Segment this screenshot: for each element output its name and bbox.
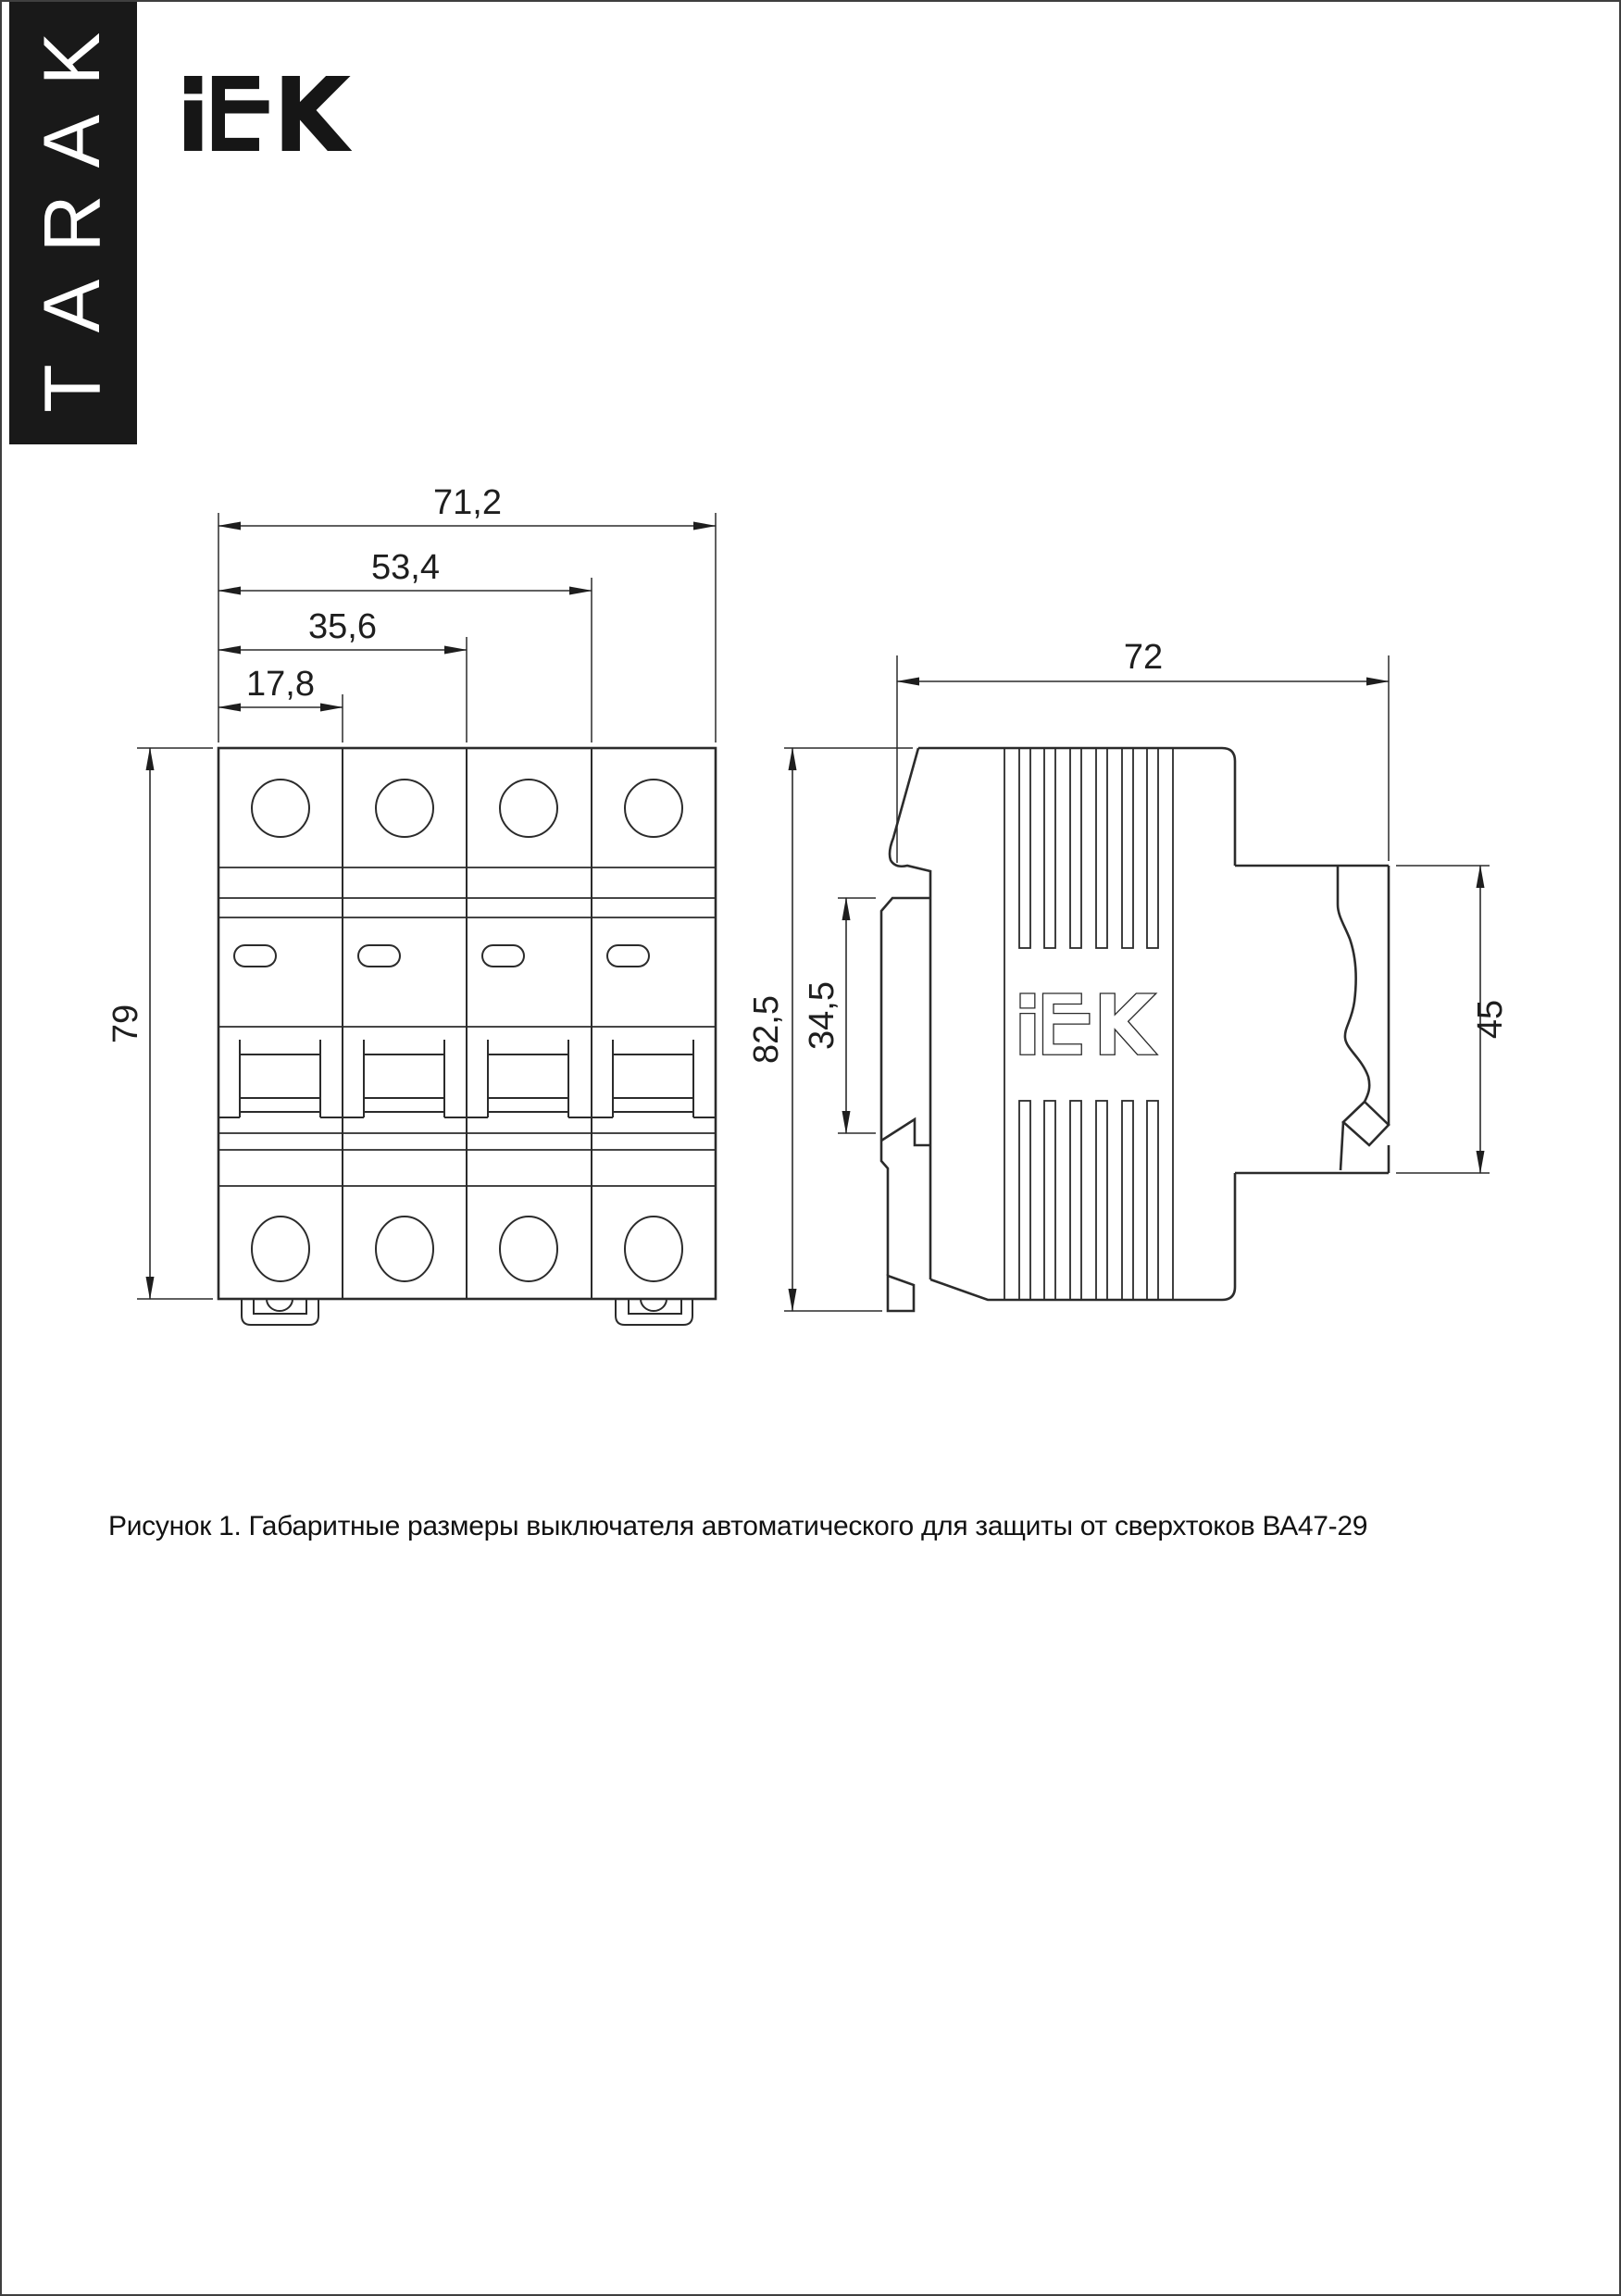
marking-window-slot (482, 945, 524, 967)
vent-slat (1019, 748, 1030, 948)
marking-window-slot (234, 945, 276, 967)
iek-logo-e (1042, 993, 1089, 1054)
side-view (784, 655, 1490, 1311)
vent-slat (1147, 748, 1158, 948)
toggle-tip (1343, 1102, 1389, 1145)
vent-slats-top (1019, 748, 1158, 948)
karat-letter: A (28, 279, 118, 332)
iek-logo-i-dot (1020, 993, 1035, 1008)
figure-caption: Рисунок 1. Габаритные размеры выключателя автоматического для защиты от сверхтоков ВА47-29 (108, 1511, 1368, 1541)
dim-label-din-section: 34,5 (803, 981, 842, 1050)
din-clip (616, 1299, 692, 1325)
karat-letter: K (28, 31, 118, 85)
front-view (137, 513, 716, 1325)
vent-slat (1070, 1101, 1081, 1300)
toggle-handle (343, 1040, 467, 1117)
vent-slats-bottom (1019, 1101, 1158, 1300)
dim-label-depth: 72 (1123, 638, 1164, 677)
iek-logo-k (282, 76, 353, 151)
terminal-screw-circle (376, 1217, 433, 1281)
din-clip (242, 1299, 318, 1325)
iek-logo-i-dot (184, 76, 202, 94)
karat-letter: T (28, 363, 118, 413)
iek-logo-e (212, 76, 269, 151)
terminal-screw-circle (625, 780, 682, 837)
dim-label-one-module: 17,8 (246, 665, 315, 704)
vent-slat (1147, 1101, 1158, 1300)
dim-label-two-modules: 35,6 (308, 607, 377, 646)
iek-logo (184, 76, 352, 151)
terminal-screw-circle (252, 780, 309, 837)
front-dimension-lines (150, 526, 716, 1299)
toggle-handle (467, 1040, 592, 1117)
iek-logo (1020, 993, 1157, 1054)
terminal-screw-circle (625, 1217, 682, 1281)
terminal-screw-circle (500, 1217, 557, 1281)
terminal-screw-circle (252, 1217, 309, 1281)
marking-window-slot (607, 945, 649, 967)
engineering-drawing (2, 2, 1621, 2296)
marking-window-slot (358, 945, 400, 967)
toggle-handle (592, 1040, 716, 1117)
karat-letter: A (28, 114, 118, 168)
vent-slat (1096, 1101, 1107, 1300)
vent-slat (1096, 748, 1107, 948)
side-extension-lines (784, 655, 1490, 1311)
iek-logo-k (1100, 993, 1157, 1054)
karat-letter: R (28, 193, 118, 253)
vent-slat (1044, 748, 1055, 948)
vent-slat (1122, 1101, 1133, 1300)
front-extension-lines (137, 513, 716, 1299)
vent-slat (1044, 1101, 1055, 1300)
toggle-handle (218, 1040, 343, 1117)
dim-label-three-modules: 53,4 (371, 548, 440, 587)
vent-slat (1070, 748, 1081, 948)
dim-label-front-part-height: 45 (1471, 999, 1510, 1040)
dim-label-total-width: 71,2 (433, 483, 502, 522)
vent-slat (1019, 1101, 1030, 1300)
iek-logo-i-stem (1020, 1014, 1035, 1055)
dim-label-front-height: 79 (106, 1004, 145, 1044)
terminal-screw-circle (500, 780, 557, 837)
din-clips-front (242, 1299, 692, 1325)
terminal-screw-circle (376, 780, 433, 837)
front-dimension-labels (106, 483, 502, 1043)
marking-windows (234, 945, 649, 967)
side-dimension-labels (747, 638, 1510, 1064)
iek-logo-i-stem (184, 100, 202, 151)
dim-label-total-height: 82,5 (747, 995, 786, 1064)
vent-slat (1122, 748, 1133, 948)
